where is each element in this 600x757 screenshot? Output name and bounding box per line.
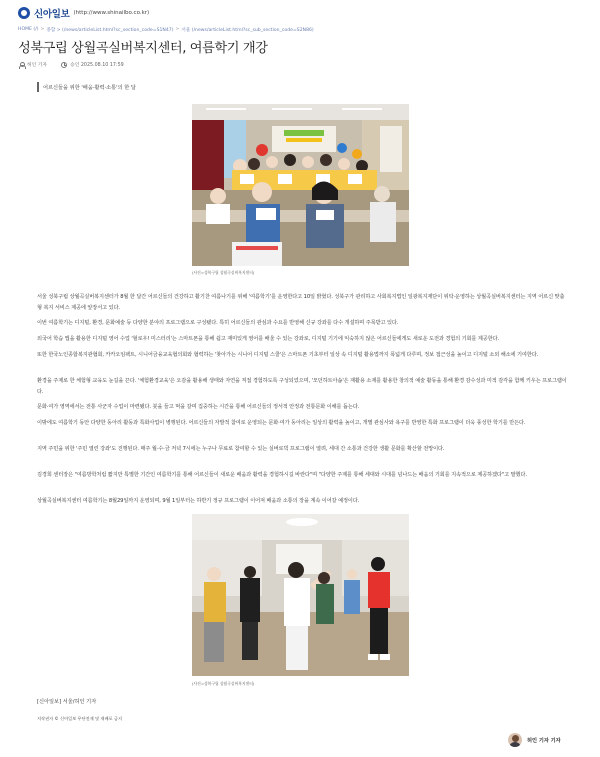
published-date: 승인 2025.08.10 17:59 bbox=[70, 63, 124, 68]
article-photo-classroom[interactable] bbox=[192, 104, 409, 266]
breadcrumb-section[interactable]: 종합 > (/news/articleList.html?sc_section_code=S1N47) bbox=[46, 28, 174, 33]
article-paragraph: 김경희 센터장은 "여름방학처럼 짧지만 특별한 기간인 여름학기를 통해 어르신들이 새로운 배움과 활력을 경험하시길 바란다"며 "다양한 주제를 통해 세대와 시대를 넘나드는 배움의 기회를 지속적으로 제공하겠다"고 말했다. bbox=[37, 472, 527, 478]
photo-caption: (사진=성북구립 상월곡실버복지센터) bbox=[192, 681, 255, 686]
breadcrumb bbox=[18, 27, 314, 33]
user-icon bbox=[18, 62, 24, 68]
article-paragraph: 환경을 주제로 한 체험형 교육도 눈길을 끈다. '체험환경교육'은 오감을 활용해 생태와 자연을 직접 경험하도록 구성되었으며, '모던하트아솜'은 재활용 소재를 활용한 창의적 예술 활동을 통해 환경 감수성과 미적 감각을 함께 키우는 프로그램이다. bbox=[37, 378, 567, 395]
author-badge[interactable] bbox=[508, 733, 561, 747]
author-name[interactable]: 허인 기자 기자 bbox=[527, 737, 561, 744]
breadcrumb-home[interactable]: HOME (/) bbox=[18, 27, 39, 32]
article-subtitle bbox=[37, 82, 136, 92]
article-paragraph: 문화·여가 영역에서는 전통 사군자 수업이 마련됐다. 붓을 들고 먹을 갈며 집중하는 시간을 통해 어르신들의 정서적 안정과 전통문화 이해를 돕는다. bbox=[37, 404, 360, 410]
reporter-name[interactable]: 허인 기자 bbox=[27, 63, 48, 68]
copyright-notice: 저작권자 © 신아일보 무단전재 및 재배포 금지 bbox=[37, 716, 122, 721]
photo-caption: (사진=성북구립 상월곡실버복지센터) bbox=[192, 270, 255, 275]
article-title: 성북구립 상월곡실버복지센터, 여름학기 개강 bbox=[18, 41, 268, 56]
article-paragraph: 서울 성북구립 상월곡실버복지센터가 8월 한 달간 어르신들의 건강하고 활기찬 여름나기를 위해 '여름학기'를 운영한다고 10일 밝혔다. 성북구가 관리하고 사회복지법인 일광복지재단이 위탁·운영하는 상월곡실버복지센터는 지역 어르신 맞춤형 복지 서비스 제공에 앞장서고 있다. bbox=[37, 294, 565, 311]
article-byline: [신아일보] 서울/허인 기자 bbox=[37, 699, 97, 705]
article-paragraph: 이번 여름학기는 디지털, 환경, 문화예술 등 다양한 분야의 프로그램으로 구성됐다. 특히 어르신들의 관심과 수요를 반영해 신규 강좌를 다수 개설하며 주목받고 있다. bbox=[37, 320, 399, 326]
article-paragraph: 지역 주민을 위한 '주민 열린 강좌'도 진행된다. 매주 월·수·금 저녁 7시에는 누구나 무료로 참여할 수 있는 실버로빅 프로그램이 열려, 세대 간 소통과 건강한 생활 문화를 확산할 전망이다. bbox=[37, 446, 445, 452]
clock-icon bbox=[61, 62, 67, 68]
site-url-link[interactable]: (http://www.shinailbo.co.kr) bbox=[73, 10, 150, 16]
site-header bbox=[18, 6, 149, 20]
classroom-photo-graphic bbox=[192, 104, 409, 266]
article-paragraph: 이밖에도 여름학기 동안 다양한 동아리 활동과 특화사업이 병행된다. 어르신들의 자발적 참여로 운영되는 문화·여가 동아리는 일상의 활력을 높이고, 개별 관심사와 욕구를 반영한 특화 프로그램이 더욱 풍성한 학기를 만든다. bbox=[37, 420, 526, 426]
breadcrumb-separator: > bbox=[175, 27, 180, 32]
breadcrumb-separator: > bbox=[40, 27, 45, 32]
exercise-photo-graphic bbox=[192, 514, 409, 676]
article-paragraph: 외국어 학습 앱을 활용한 디지털 영어 수업 '헐로우! 미스터리'는 스마트폰을 통해 쉽고 재미있게 영어를 배울 수 있는 강좌로, 디지털 기기에 익숙하지 않은 어르신들에게도 새로운 도전과 경험의 기회를 제공한다. bbox=[37, 336, 500, 342]
article-paragraph: 또한 한국노인종합복지관협회, 카카오임팩트, 시니어금융교육협의회와 협력하는 '찾아가는 시니어 디지털 스쿨'은 스마트폰 기초부터 일상 속 디지털 활용법까지 폭넓게 다루며, 정보 접근성을 높이고 디지털 소외 해소에 기여한다. bbox=[37, 352, 539, 358]
site-logo[interactable]: 신아일보 bbox=[34, 9, 70, 20]
article-subtitle-text: 어르신들을 위한 '배움·활력·소통'의 한 달 bbox=[43, 84, 136, 91]
article-photo-exercise[interactable] bbox=[192, 514, 409, 676]
logo-mark-icon[interactable] bbox=[18, 7, 30, 19]
article-meta bbox=[18, 61, 124, 68]
article-paragraph: 상월곡실버복지센터 여름학기는 8월29일까지 운영되며, 9월 1일부터는 하반기 정규 프로그램이 이어져 배움과 소통의 장을 계속 이어갈 예정이다. bbox=[37, 498, 360, 504]
avatar[interactable] bbox=[508, 733, 522, 747]
breadcrumb-subsection[interactable]: 서울 (/news/articleList.html?sc_sub_section_code=S2N86) bbox=[181, 28, 314, 33]
